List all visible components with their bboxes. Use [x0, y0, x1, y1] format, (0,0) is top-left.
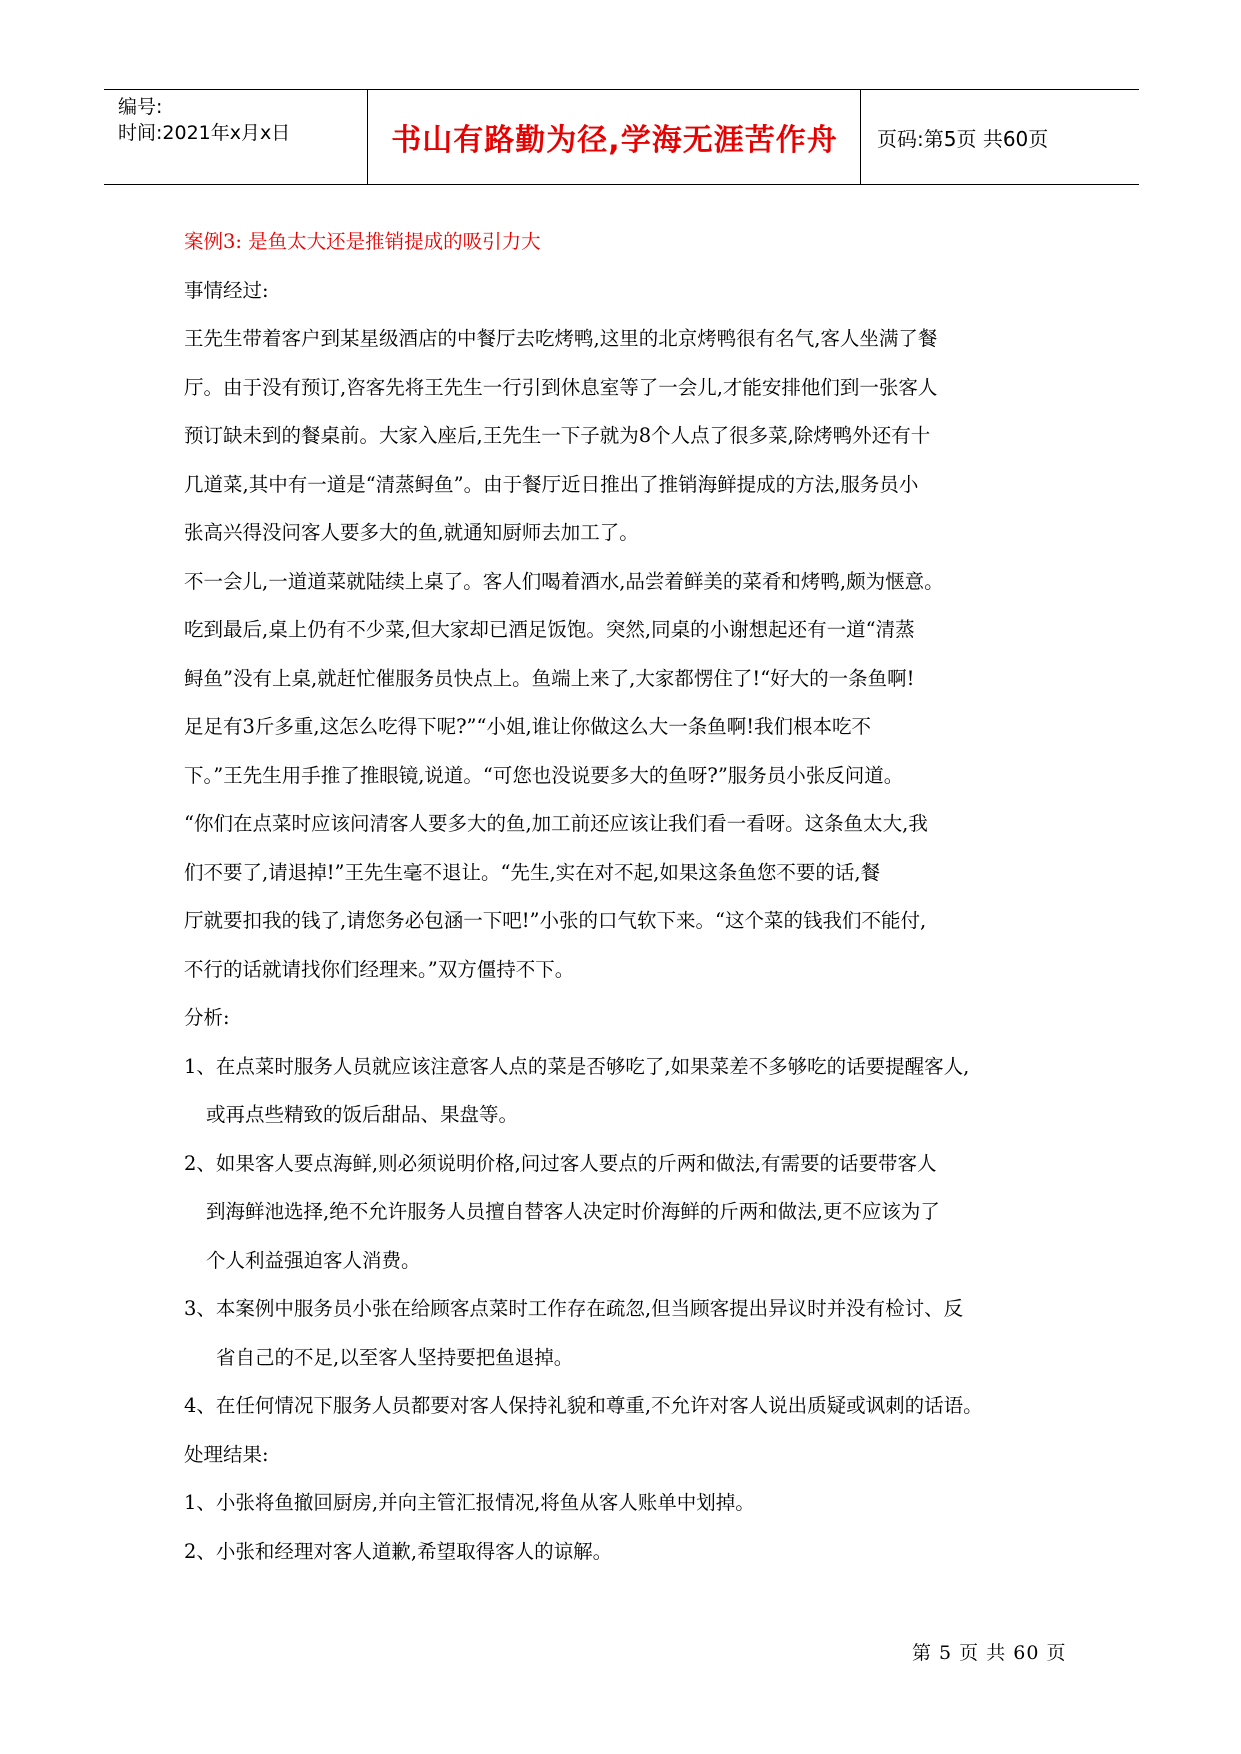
page-header — [104, 89, 1139, 185]
paragraph-line: “你们在点菜时应该问清客人要多大的鱼,加工前还应该让我们看一看呀。这条鱼太大,我 — [184, 812, 928, 835]
analysis-item-2-cont: 个人利益强迫客人消费。 — [206, 1248, 421, 1272]
section-heading-process: 事情经过: — [184, 278, 269, 302]
document-body — [184, 218, 1084, 1576]
result-item-1: 1、小张将鱼撤回厨房,并向主管汇报情况,将鱼从客人账单中划掉。 — [184, 1491, 755, 1514]
header-page-info: 页码:第5页 共60页 — [877, 126, 1049, 151]
paragraph-line: 鲟鱼”没有上桌,就赶忙催服务员快点上。鱼端上来了,大家都愣住了!“好大的一条鱼啊! — [184, 666, 915, 690]
paragraph-line: 不行的话就请找你们经理来。”双方僵持不下。 — [184, 957, 575, 981]
section-heading-result: 处理结果: — [184, 1442, 269, 1466]
header-motto: 书山有路勤为径,学海无涯苦作舟 — [369, 90, 861, 184]
document-number-label: 编号: — [118, 96, 163, 118]
document-time-label: 时间:2021年x月x日 — [118, 122, 291, 144]
paragraph-line: 王先生带着客户到某星级酒店的中餐厅去吃烤鸭,这里的北京烤鸭很有名气,客人坐满了餐 — [184, 327, 938, 350]
header-meta — [104, 90, 368, 184]
result-item-2: 2、小张和经理对客人道歉,希望取得客人的谅解。 — [184, 1539, 613, 1563]
paragraph-line: 足足有3斤多重,这怎么吃得下呢?”“小姐,谁让你做这么大一条鱼啊!我们根本吃不 — [184, 715, 872, 738]
page-footer: 第 5 页 共 60 页 — [912, 1642, 1067, 1664]
analysis-item-4: 4、在任何情况下服务人员都要对客人保持礼貌和尊重,不允许对客人说出质疑或讽刺的话语。 — [184, 1394, 983, 1417]
paragraph-line: 不一会儿,一道道菜就陆续上桌了。客人们喝着酒水,品尝着鲜美的菜肴和烤鸭,颇为惬意。 — [184, 569, 944, 593]
analysis-item-1-cont: 或再点些精致的饭后甜品、果盘等。 — [206, 1103, 519, 1126]
paragraph-line: 张高兴得没问客人要多大的鱼,就通知厨师去加工了。 — [184, 521, 639, 544]
section-heading-analysis: 分析: — [184, 1006, 230, 1029]
analysis-item-1: 1、在点菜时服务人员就应该注意客人点的菜是否够吃了,如果菜差不多够吃的话要提醒客人, — [184, 1054, 970, 1078]
analysis-item-2: 2、如果客人要点海鲜,则必须说明价格,问过客人要点的斤两和做法,有需要的话要带客人 — [184, 1151, 937, 1175]
paragraph-line: 们不要了,请退掉!”王先生毫不退让。“先生,实在对不起,如果这条鱼您不要的话,餐 — [184, 860, 881, 884]
analysis-item-3-cont: 省自己的不足,以至客人坚持要把鱼退掉。 — [216, 1345, 574, 1369]
analysis-item-3: 3、本案例中服务员小张在给顾客点菜时工作存在疏忽,但当顾客提出异议时并没有检讨、反 — [184, 1297, 964, 1320]
paragraph-line: 厅。由于没有预订,咨客先将王先生一行引到休息室等了一会儿,才能安排他们到一张客人 — [184, 375, 938, 399]
paragraph-line: 几道菜,其中有一道是“清蒸鲟鱼”。由于餐厅近日推出了推销海鲜提成的方法,服务员小 — [184, 472, 919, 496]
paragraph-line: 吃到最后,桌上仍有不少菜,但大家却已酒足饭饱。突然,同桌的小谢想起还有一道“清蒸 — [184, 618, 915, 641]
paragraph-line: 下。”王先生用手推了推眼镜,说道。“可您也没说要多大的鱼呀?”服务员小张反问道。 — [184, 763, 904, 787]
paragraph-line: 厅就要扣我的钱了,请您务必包涵一下吧!”小张的口气软下来。“这个菜的钱我们不能付, — [184, 909, 927, 932]
analysis-item-2-cont: 到海鲜池选择,绝不允许服务人员擅自替客人决定时价海鲜的斤两和做法,更不应该为了 — [206, 1200, 940, 1223]
case-title: 案例3: 是鱼太大还是推销提成的吸引力大 — [184, 230, 541, 253]
paragraph-line: 预订缺未到的餐桌前。大家入座后,王先生一下子就为8个人点了很多菜,除烤鸭外还有十 — [184, 424, 931, 447]
